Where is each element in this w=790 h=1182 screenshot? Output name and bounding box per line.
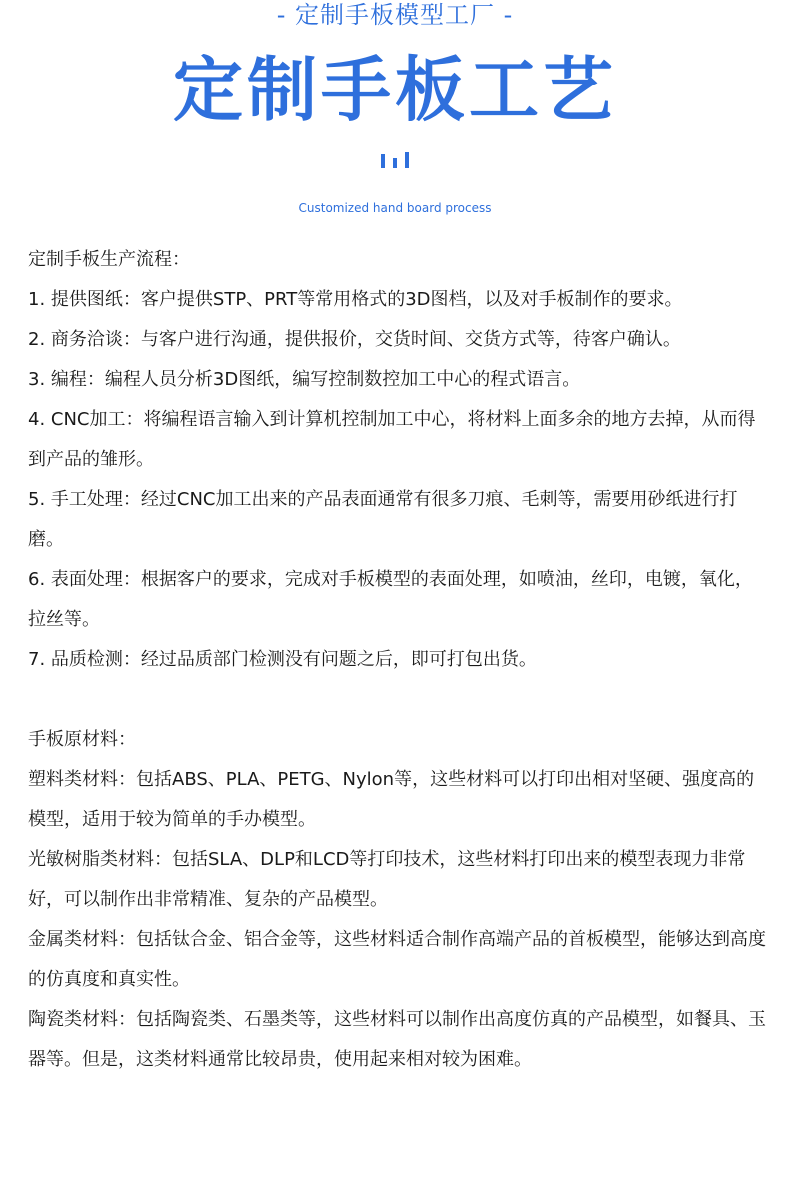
process-step: 5. 手工处理：经过CNC加工出来的产品表面通常有很多刀痕、毛刺等，需要用砂纸进行打磨。: [28, 489, 738, 550]
process-step: 3. 编程：编程人员分析3D图纸，编写控制数控加工中心的程式语言。: [28, 369, 581, 390]
process-step: 4. CNC加工：将编程语言输入到计算机控制加工中心，将材料上面多余的地方去掉，从而得到产品的雏形。: [28, 409, 756, 470]
process-heading: 定制手板生产流程：: [28, 249, 190, 270]
english-caption: Customized hand board process: [298, 201, 492, 215]
material-item: 陶瓷类材料：包括陶瓷类、石墨类等，这些材料可以制作出高度仿真的产品模型，如餐具、玉器等。但是，这类材料通常比较昂贵，使用起来相对较为困难。: [28, 1009, 766, 1070]
material-item: 金属类材料：包括钛合金、铝合金等，这些材料适合制作高端产品的首板模型，能够达到高度的仿真度和真实性。: [28, 929, 766, 990]
process-step: 7. 品质检测：经过品质部门检测没有问题之后，即可打包出货。: [28, 649, 537, 670]
material-item: 光敏树脂类材料：包括SLA、DLP和LCD等打印技术，这些材料打印出来的模型表现力非常好，可以制作出非常精准、复杂的产品模型。: [28, 849, 746, 910]
section-spacer: [28, 680, 768, 720]
process-step: 2. 商务洽谈：与客户进行沟通，提供报价，交货时间、交货方式等，待客户确认。: [28, 329, 681, 350]
materials-heading: 手板原材料：: [28, 729, 136, 750]
page-title: 定制手板工艺: [173, 49, 617, 131]
article-body: [28, 240, 768, 1080]
header-subtitle: - 定制手板模型工厂 -: [276, 1, 514, 29]
process-step: 6. 表面处理：根据客户的要求，完成对手板模型的表面处理，如喷油，丝印，电镀，氧化，拉丝等。: [28, 569, 753, 630]
decorative-bars-icon: [379, 150, 411, 170]
process-step: 1. 提供图纸：客户提供STP、PRT等常用格式的3D图档，以及对手板制作的要求。: [28, 289, 683, 310]
material-item: 塑料类材料：包括ABS、PLA、PETG、Nylon等，这些材料可以打印出相对坚硬、强度高的模型，适用于较为简单的手办模型。: [28, 769, 755, 830]
